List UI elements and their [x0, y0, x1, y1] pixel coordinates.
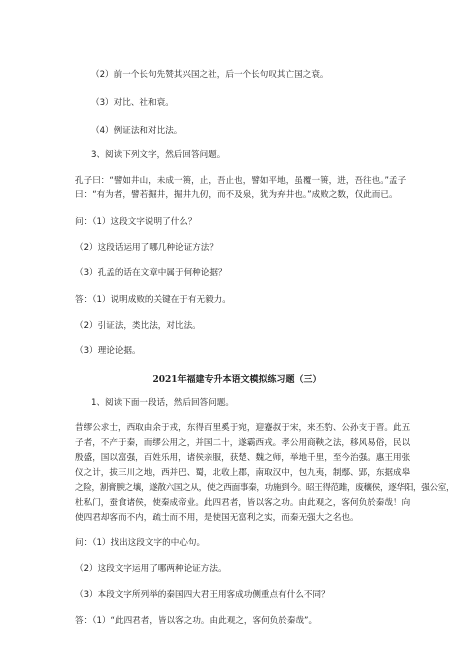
- question-intro: 1、阅读下面一段话，然后回答问题。: [91, 398, 234, 408]
- passage-line: 杜私门，蚕食诸侯，使秦成帝业。此四君者，皆以客之功。由此观之，客何负於秦哉！向: [75, 498, 411, 508]
- answer-3: （3）对比、社和衰。: [91, 98, 174, 108]
- answer-line: 答：（1）说明成败的关键在于有无毅力。: [75, 295, 231, 305]
- passage-line: 孔子曰：“譬如井山，未成一篑，止，吾止也，譬如平地，虽覆一篑，进，吾往也。”孟子: [75, 176, 407, 186]
- passage-line: 子者，不产于秦，而缪公用之，并国二十，遂霸西戎。孝公用商鞅之法，移风易俗，民以: [75, 438, 411, 448]
- passage-line: 昔缪公求士，西取由余于戎，东得百里奚于宛，迎蹇叔于宋，来丕豹、公孙支于晋。此五: [75, 423, 411, 433]
- question-line: （3）孔孟的话在文章中属于何种论据？: [75, 268, 227, 278]
- question-intro: 3、阅读下列文字，然后回答问题。: [91, 150, 226, 160]
- question-line: （2）这段文字运用了哪两种论证方法。: [75, 564, 227, 574]
- passage-line: 使四君却客而不内，疏士而不用，是使国无富利之实，而秦无强大之名也。: [75, 513, 359, 523]
- answer-line: （3）理论论据。: [75, 346, 141, 356]
- passage-line: 之险，割膏腴之壤，遂散六国之从，使之西面事秦，功施到今。昭王得范雎，废穰侯，逐华阳，强公室，: [75, 483, 455, 493]
- question-line: （3）本段文字所列举的秦国四大君王用客成功侧重点有什么不同？: [75, 590, 330, 600]
- answer-line: （2）引证法，类比法，对比法。: [75, 321, 201, 331]
- answer-4: （4）例证法和对比法。: [91, 126, 183, 136]
- answer-2: （2）前一个长句先赞其兴国之社，后一个长句叹其亡国之衰。: [91, 70, 329, 80]
- question-line: 问：（1）找出这段文字的中心句。: [75, 538, 206, 548]
- passage-line: 曰：“有为者，譬若掘井，掘井九仞，而不及泉，犹为弃井也。”成败之数，仅此而已。: [75, 190, 398, 200]
- passage-line: 仪之计，拔三川之地，西并巴、蜀，北收上郡，南取汉中，包九夷，制鄢、郢，东据成皋: [75, 468, 411, 478]
- passage-line: 殷盛，国以富强，百姓乐用，诸侯亲服，获楚、魏之师，举地千里，至今治强。惠王用张: [75, 453, 411, 463]
- section-title: 2021年福建专升本语文模拟练习题（三）: [152, 375, 322, 385]
- question-line: （2）这段话运用了哪几种论证方法？: [75, 243, 218, 253]
- question-line: 问：（1）这段文字说明了什么？: [75, 217, 197, 227]
- answer-line: 答：（1）“此四君者，皆以客之功。由此观之，客何负於秦哉”。: [75, 616, 318, 626]
